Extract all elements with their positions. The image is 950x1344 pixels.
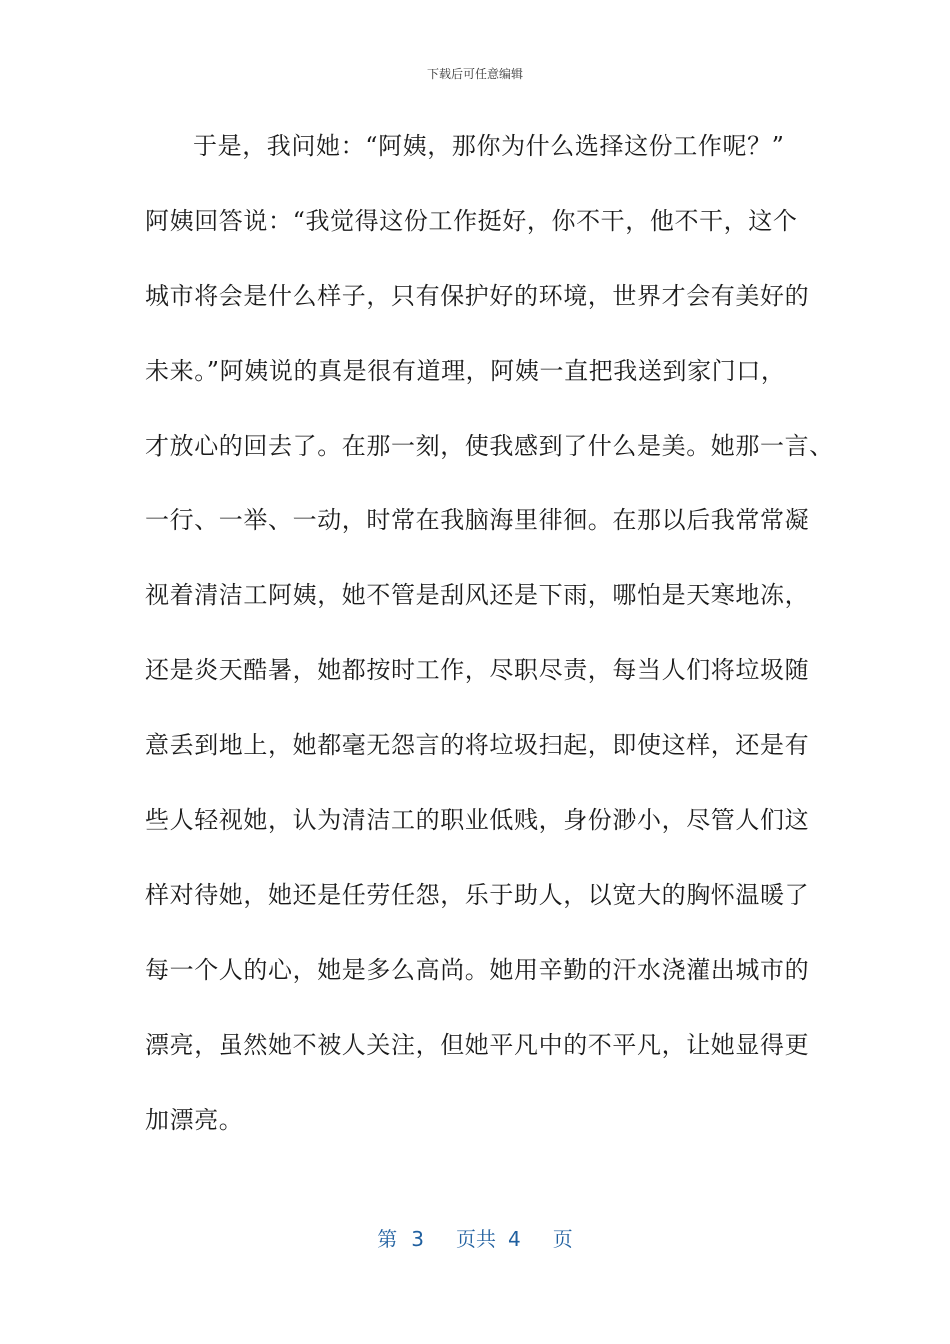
paragraph-line: 漂亮，虽然她不被人关注，但她平凡中的不平凡，让她显得更 bbox=[145, 1030, 810, 1059]
paragraph-line: 意丢到地上，她都毫无怨言的将垃圾扫起，即使这样，还是有 bbox=[145, 731, 810, 760]
paragraph-line: 视着清洁工阿姨，她不管是刮风还是下雨，哪怕是天寒地冻， bbox=[145, 581, 810, 610]
paragraph-line: 些人轻视她，认为清洁工的职业低贱，身份渺小，尽管人们这 bbox=[145, 806, 810, 835]
paragraph-line: 一行、一举、一动，时常在我脑海里徘徊。在那以后我常常凝 bbox=[145, 506, 810, 535]
paragraph-line: 未来。”阿姨说的真是很有道理，阿姨一直把我送到家门口， bbox=[145, 356, 786, 385]
page-header-note: 下载后可任意编辑 bbox=[426, 67, 523, 81]
footer-total-pages: 4 bbox=[508, 1227, 521, 1251]
footer-prefix: 第 bbox=[377, 1227, 398, 1251]
paragraph-line: 于是，我问她：“阿姨，那你为什么选择这份工作呢？” bbox=[193, 132, 785, 160]
page-footer bbox=[0, 1226, 950, 1252]
footer-middle: 页共 bbox=[456, 1227, 496, 1251]
footer-page-number: 3 bbox=[411, 1227, 424, 1251]
paragraph-line: 加漂亮。 bbox=[145, 1105, 244, 1134]
paragraph-line: 样对待她，她还是任劳任怨，乐于助人，以宽大的胸怀温暖了 bbox=[145, 880, 810, 909]
paragraph-line: 每一个人的心，她是多么高尚。她用辛勤的汗水浇灌出城市的 bbox=[145, 955, 810, 984]
paragraph-line: 才放心的回去了。在那一刻，使我感到了什么是美。她那一言、 bbox=[145, 431, 834, 460]
document-body bbox=[145, 123, 834, 1171]
paragraph-line: 城市将会是什么样子，只有保护好的环境，世界才会有美好的 bbox=[145, 281, 810, 310]
paragraph-line: 还是炎天酷暑，她都按时工作，尽职尽责，每当人们将垃圾随 bbox=[145, 656, 810, 685]
paragraph-line: 阿姨回答说：“我觉得这份工作挺好，你不干，他不干，这个 bbox=[145, 206, 798, 235]
footer-suffix: 页 bbox=[552, 1227, 573, 1251]
